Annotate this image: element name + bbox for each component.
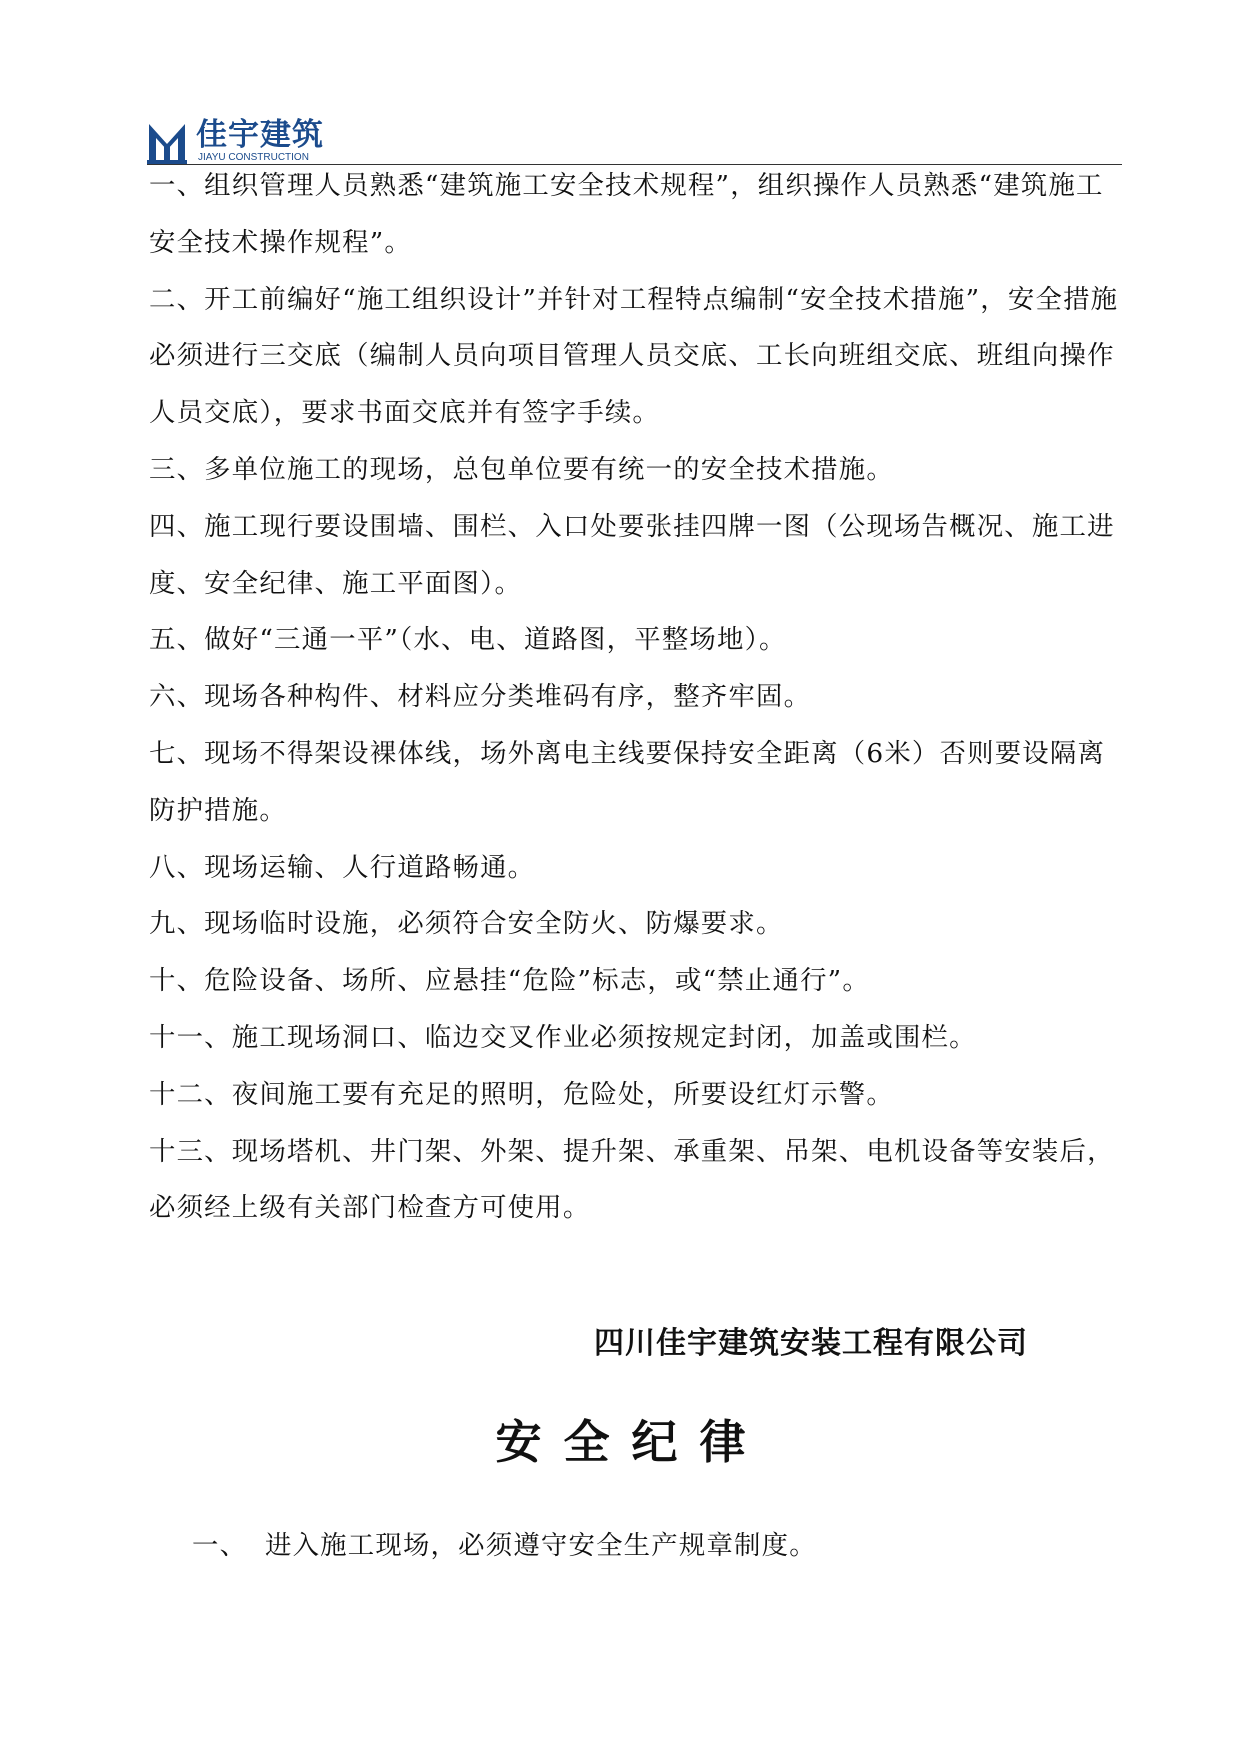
rule-item: [192, 1524, 1092, 1568]
company-name: 四川佳宇建筑安装工程有限公司: [594, 1326, 1028, 1361]
measure-item: 三、多单位施工的现场，总包单位要有统一的安全技术措施。: [149, 453, 894, 485]
rule-text: 进入施工现场，必须遵守安全生产规章制度。: [265, 1530, 817, 1561]
logo-chinese-name: 佳宇建筑: [196, 117, 324, 153]
measure-item: 二、开工前编好“施工组织设计”并针对工程特点编制“安全技术措施”，安全措施必须进行三交底（编制人员向项目管理人员交底、工长向班组交底、班组向操作人员交底），要求书面交底并有签字手续。: [149, 283, 1119, 429]
rule-number: 一、: [192, 1530, 248, 1561]
measure-item: 一、组织管理人员熟悉“建筑施工安全技术规程”，组织操作人员熟悉“建筑施工安全技术操作规程”。: [149, 170, 1104, 258]
measure-item: 十三、现场塔机、井门架、外架、提升架、承重架、吊架、电机设备等安装后，必须经上级有关部门检查方可使用。: [149, 1135, 1115, 1224]
measure-item: 五、做好“三通一平”（水、电、道路图，平整场地）。: [149, 624, 787, 656]
measure-item: 四、施工现行要设围墙、围栏、入口处要张挂四牌一图（公现场告概况、施工进度、安全纪律、施工平面图）。: [149, 510, 1115, 599]
measure-item: 十、危险设备、场所、应悬挂“危险”标志，或“禁止通行”。: [149, 965, 870, 997]
safety-measures-list: [149, 158, 1124, 1237]
measure-item: 七、现场不得架设裸体线，场外离电主线要保持安全距离（6米）否则要设隔离防护措施。: [149, 737, 1106, 826]
measure-item: 九、现场临时设施，必须符合安全防火、防爆要求。: [149, 908, 784, 940]
logo-english-name: JIAYU CONSTRUCTION: [198, 152, 309, 163]
measure-item: 十一、施工现场洞口、临边交叉作业必须按规定封闭，加盖或围栏。: [149, 1021, 977, 1053]
measure-item: 八、现场运输、人行道路畅通。: [149, 851, 536, 883]
section-title: 安全纪律: [495, 1415, 768, 1469]
measure-item: 六、现场各种构件、材料应分类堆码有序，整齐牢固。: [149, 681, 812, 713]
measure-item: 十二、夜间施工要有充足的照明，危险处，所要设红灯示警。: [149, 1078, 894, 1110]
